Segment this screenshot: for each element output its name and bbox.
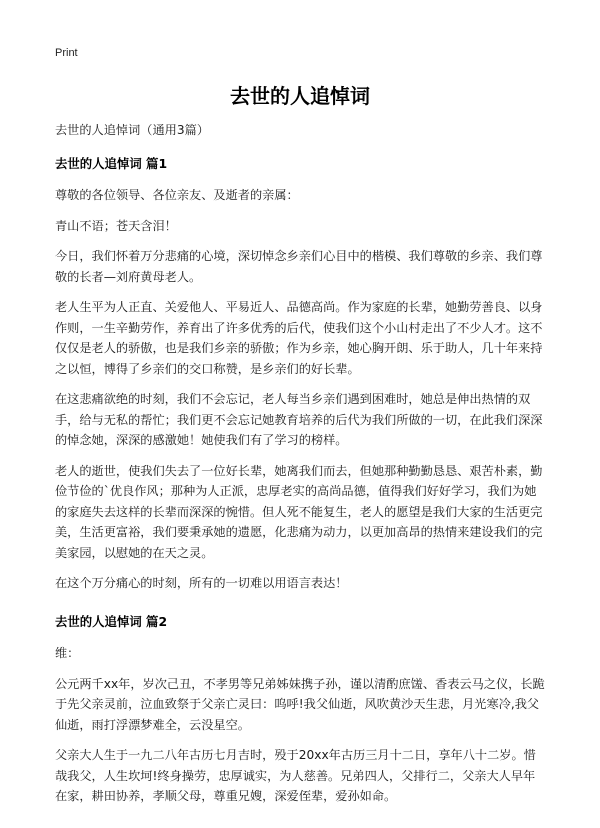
section-2-paragraph: 维：: [55, 646, 80, 660]
section-1-paragraph: 老人的逝世，使我们失去了一位好长辈，她离我们而去，但她那种勤勤恳恳、艰苦朴素，勤俭节俭的`优良作风；那种为人正派，忠厚老实的高尚品德，值得我们好好学习，我们为她的家庭失去这样的长辈而深深的惋惜。但人死不能复生，老人的愿望是我们大家的生活更完美，生活更富裕，我们要秉承她的遗愿，化悲痛为动力，以更加高昂的热情来建设我们的完美家园，以慰她的在天之灵。: [55, 463, 543, 560]
document-subtitle: 去世的人追悼词（通用3篇）: [55, 123, 210, 137]
page-title: 去世的人追悼词: [230, 84, 370, 108]
section-2-paragraph: 父亲大人生于一九二八年古历七月吉时，殁于20xx年古历三月十二日，享年八十二岁。惜哉我父，人生坎坷!终身操劳，忠厚诚实，为人慈善。兄弟四人，父排行二，父亲大人早年在家，耕田协养，孝顺父母，尊重兄嫂，深爱侄辈，爱孙如命。: [55, 748, 536, 803]
print-link[interactable]: Print: [55, 47, 78, 59]
section-1-paragraph: 今日，我们怀着万分悲痛的心境，深切悼念乡亲们心目中的楷模、我们尊敬的乡亲、我们尊敬的长者—刘府黄母老人。: [55, 249, 543, 284]
section-1-heading: 去世的人追悼词 篇1: [55, 155, 168, 171]
section-2-paragraph: 公元两千xx年，岁次己丑，不孝男等兄弟姊妹携子孙，谨以清酌庶馐、香表云马之仪，长跪于先父亲灵前，泣血致祭于父亲亡灵曰：呜呼!我父仙逝，风吹黄沙天生悲，月光寒冷,我父仙逝，雨打浮漂梦难全，云没星空。: [55, 676, 545, 732]
section-1-paragraph: 在这悲痛欲绝的时刻，我们不会忘记，老人每当乡亲们遇到困难时，她总是伸出热情的双手，给与无私的帮忙；我们更不会忘记她教育培养的后代为我们所做的一切，在此我们深深的悼念她，深深的感激她！她使我们有了学习的榜样。: [55, 392, 543, 447]
section-2-heading: 去世的人追悼词 篇2: [55, 613, 168, 629]
document-body: [55, 120, 545, 817]
section-1-paragraph: 老人生平为人正直、关爱他人、平易近人、品德高尚。作为家庭的长辈，她勤劳善良、以身作则，一生辛勤劳作，养育出了许多优秀的后代，使我们这个小山村走出了不少人才。这不仅仅是老人的骄傲，也是我们乡亲的骄傲；作为乡亲，她心胸开朗、乐于助人，几十年来持之以恒，博得了乡亲们的交口称赞，是乡亲们的好长辈。: [55, 300, 543, 376]
section-1-paragraph: 尊敬的各位领导、各位亲友、及逝者的亲属：: [55, 188, 299, 202]
section-1-paragraph: 青山不语；苍天含泪！: [55, 218, 177, 233]
section-1-paragraph: 在这个万分痛心的时刻，所有的一切难以用语言表达！: [55, 576, 348, 590]
